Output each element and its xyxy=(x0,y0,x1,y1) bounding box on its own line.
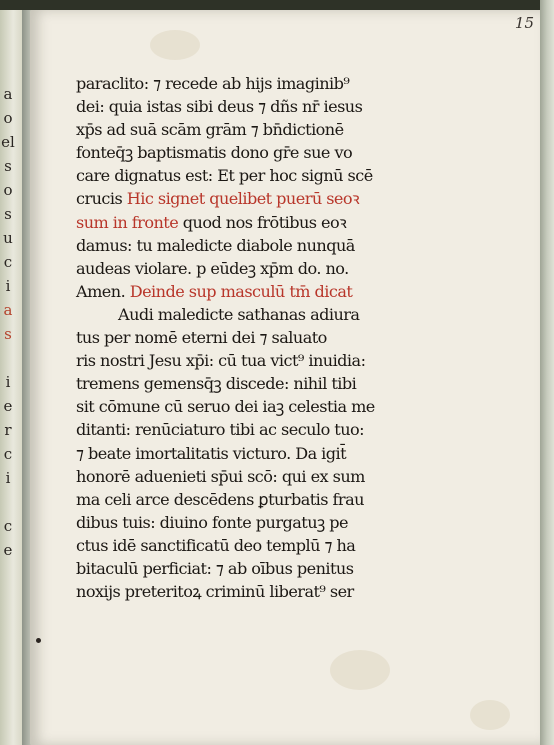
right-frame-edge xyxy=(540,0,554,745)
body-text: damus: tu maledicte diabole nunquā xyxy=(76,235,355,255)
text-line xyxy=(76,580,466,603)
body-text: honorē aduenieti sp̄ui scō: qui ex sum xyxy=(76,466,365,486)
text-line xyxy=(76,257,466,280)
left-page-fragment: i xyxy=(5,469,11,487)
body-text: tus per nomē eterni dei ⁊ saluato xyxy=(76,328,327,348)
body-text: care dignatus est: Et per hoc signū scē xyxy=(76,166,373,186)
left-page-fragment: i xyxy=(5,277,11,295)
manuscript-page xyxy=(30,10,540,745)
body-text: ris nostri Jesu xp̄i: cū tua vict⁹ inuidia: xyxy=(76,351,366,371)
text-line xyxy=(76,118,466,141)
body-text: quod nos frōtibus eoꝛ xyxy=(178,212,347,232)
text-line xyxy=(76,557,466,580)
left-page-fragment: s xyxy=(4,205,12,223)
text-line xyxy=(76,234,466,257)
left-page-text-fragments xyxy=(1,82,15,562)
body-text: dei: quia istas sibi deus ⁊ dñs nr̄ iesus xyxy=(76,97,363,117)
left-page-fragment: u xyxy=(3,229,13,247)
text-line xyxy=(76,442,466,465)
text-line xyxy=(76,511,466,534)
body-text: crucis xyxy=(76,189,127,209)
text-line xyxy=(76,534,466,557)
body-text: noxijs preteritoꝝ criminū liberat⁹ ser xyxy=(76,582,354,602)
rubric-text: Hic signet quelibet puerū seoꝛ xyxy=(126,189,360,209)
body-text: sit cōmune cū seruo dei iaꝫ celestia me xyxy=(76,397,375,417)
body-text: ditanti: renūciaturo tibi ac seculo tuo: xyxy=(76,420,365,440)
body-text: ctus idē sanctificatū deo templū ⁊ ha xyxy=(76,535,356,555)
body-text: Audi maledicte sathanas adiura xyxy=(118,304,360,324)
body-text: dibus tuis: diuino fonte purgatuꝫ pe xyxy=(76,512,348,532)
left-page-fragment: c xyxy=(3,445,13,463)
left-page-fragment: r xyxy=(4,421,12,439)
text-line xyxy=(76,395,466,418)
ink-spot xyxy=(36,638,41,643)
left-page-fragment: a xyxy=(3,301,13,319)
left-page-fragment xyxy=(1,346,15,370)
body-text: fonteq̄ꝫ baptismatis dono gr̄e sue vo xyxy=(76,143,353,163)
rubric-text: sum in fronte xyxy=(76,212,179,232)
body-text: xp̄s ad suā scām grām ⁊ bn̄dictionē xyxy=(76,120,344,140)
text-line xyxy=(76,349,466,372)
body-text: Amen. xyxy=(76,281,130,301)
left-page-fragment: c xyxy=(3,517,13,535)
left-page-fragment: a xyxy=(3,85,13,103)
body-text: bitaculū perficiat: ⁊ ab oībus penitus xyxy=(76,558,354,578)
body-text: paraclito: ⁊ recede ab hijs imaginib⁹ xyxy=(76,74,350,93)
left-facing-page-edge xyxy=(0,10,22,745)
foxing-stain xyxy=(470,700,510,730)
text-line xyxy=(76,72,466,95)
left-page-fragment: e xyxy=(3,397,13,415)
foxing-stain xyxy=(150,30,200,60)
left-page-fragment: o xyxy=(3,181,13,199)
left-page-fragment: el xyxy=(1,133,15,151)
text-line xyxy=(76,465,466,488)
foxing-stain xyxy=(330,650,390,690)
text-line xyxy=(76,187,466,210)
left-page-fragment xyxy=(1,490,15,514)
left-page-fragment: i xyxy=(5,373,11,391)
text-line xyxy=(76,303,466,326)
left-page-fragment: s xyxy=(4,157,12,175)
text-line xyxy=(76,164,466,187)
text-line xyxy=(76,280,466,303)
text-line xyxy=(76,488,466,511)
text-line xyxy=(76,211,466,234)
text-line xyxy=(76,141,466,164)
left-page-fragment: c xyxy=(3,253,13,271)
text-line xyxy=(76,326,466,349)
text-block xyxy=(76,72,466,603)
body-text: tremens gemensq̄ꝫ discede: nihil tibi xyxy=(76,374,357,394)
rubric-text: Deinde sup masculū tm̄ dicat xyxy=(129,281,353,301)
left-page-fragment: e xyxy=(3,541,13,559)
body-text: ma celi arce descēdens ꝑturbatis frau xyxy=(76,489,364,509)
folio-number: 15 xyxy=(514,14,534,32)
left-page-fragment: o xyxy=(3,109,13,127)
body-text: ⁊ beate imortalitatis victuro. Da igit̄ xyxy=(76,443,347,463)
text-line xyxy=(76,418,466,441)
body-text: audeas violare. p eūdeꝫ xp̄m do. no. xyxy=(76,258,349,278)
text-line xyxy=(76,95,466,118)
top-dark-edge xyxy=(0,0,554,10)
left-page-fragment: s xyxy=(4,325,12,343)
text-line xyxy=(76,372,466,395)
